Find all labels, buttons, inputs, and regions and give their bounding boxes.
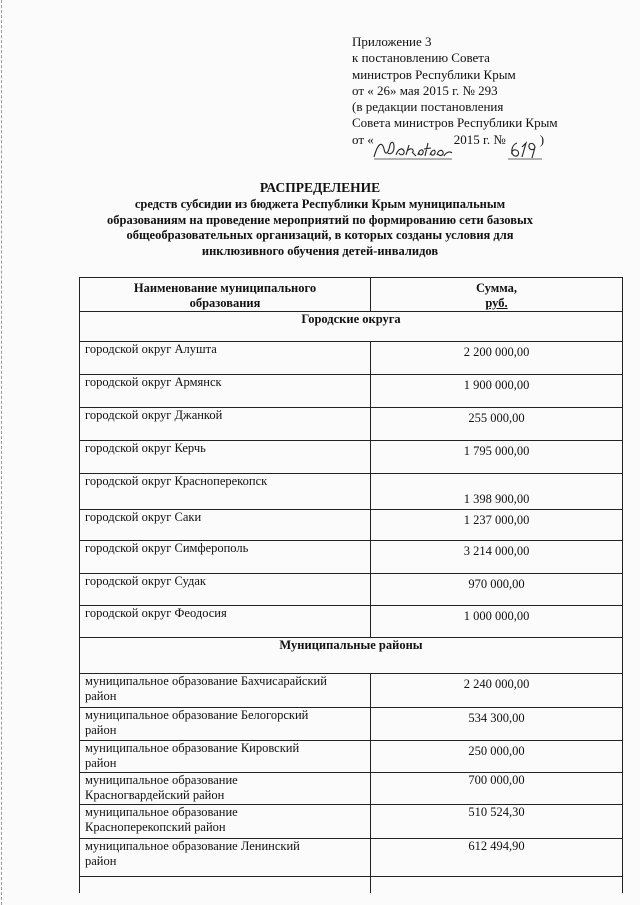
table-row (80, 839, 623, 877)
header-line-1: Приложение 3 (352, 34, 432, 49)
row-sum: 1 398 900,00 (371, 474, 623, 510)
row-name: городской округ Красноперекопск (80, 474, 371, 510)
row-name-line-1: муниципальное образование Бахчисарайский (85, 674, 327, 688)
row-name (80, 773, 371, 805)
row-name-line-1: муниципальное образование (85, 773, 238, 787)
row-name: городской округ Армянск (80, 375, 371, 408)
subtitle-line-4: инклюзивного обучения детей-инвалидов (201, 243, 439, 258)
row-name (80, 839, 371, 877)
column-header-name (80, 278, 371, 312)
row-name: городской округ Феодосия (80, 606, 371, 638)
header-line-7-mid: 2015 г. № (453, 131, 506, 147)
table-row (80, 805, 623, 839)
row-sum: 250 000,00 (371, 741, 623, 773)
row-sum: 970 000,00 (371, 574, 623, 606)
table-row-continued (80, 877, 623, 893)
row-sum: 534 300,00 (371, 708, 623, 741)
header-line-2: к постановлению Совета (352, 50, 490, 66)
row-sum: 510 524,30 (371, 805, 623, 839)
column-header-name-line-2: образования (189, 295, 261, 310)
header-line-7 (352, 132, 558, 148)
header-line-4: от « 26» мая 2015 г. № 293 (352, 82, 498, 98)
row-sum-continued (371, 877, 623, 893)
column-header-name-line-1: Наименование муниципального (133, 280, 317, 295)
row-name-line-2: район (85, 723, 117, 737)
row-name: городской округ Керчь (80, 441, 371, 474)
table-row (80, 606, 623, 638)
table-row (80, 441, 623, 474)
table-header-row (80, 278, 623, 312)
header-line-7-suffix: ) (539, 131, 545, 147)
row-sum: 255 000,00 (371, 408, 623, 441)
table-row (80, 510, 623, 541)
section-label-cities: Городские округа (80, 312, 623, 342)
document-subtitle (80, 197, 560, 259)
row-name-line-1: муниципальное образование Кировский (85, 741, 300, 755)
row-sum: 2 200 000,00 (371, 342, 623, 375)
row-name (80, 741, 371, 773)
row-name-line-2: Красногвардейский район (85, 788, 225, 802)
row-name (80, 708, 371, 741)
row-name: городской округ Алушта (80, 342, 371, 375)
row-name-line-2: район (85, 756, 117, 770)
handwritten-number-scribble (507, 139, 543, 161)
row-name-line-2: район (85, 854, 117, 868)
table-row (80, 474, 623, 510)
row-name-line-2: район (85, 689, 117, 703)
subtitle-line-1: средств субсидии из бюджета Республики Крым муниципальным (134, 197, 506, 211)
row-name-line-1: муниципальное образование Ленинский (85, 839, 300, 853)
section-row-districts (80, 638, 623, 674)
subtitle-line-2: образованиям на проведение мероприятий по формированию сети базовых (107, 212, 533, 227)
table-row (80, 674, 623, 708)
document-title: РАСПРЕДЕЛЕНИЕ (259, 180, 381, 195)
row-name: городской округ Саки (80, 510, 371, 541)
row-sum: 1 237 000,00 (371, 510, 623, 541)
subtitle-line-3: общеобразовательных организаций, в которых созданы условия для (126, 228, 514, 243)
header-line-6: Совета министров Республики Крым (352, 115, 558, 131)
row-sum: 1 900 000,00 (371, 375, 623, 408)
header-line-7-prefix: от « (352, 131, 374, 147)
approval-header (352, 34, 558, 148)
row-name-continued (80, 877, 371, 893)
table-row (80, 342, 623, 375)
section-row-cities (80, 312, 623, 342)
row-sum: 2 240 000,00 (371, 674, 623, 708)
row-sum: 1 000 000,00 (371, 606, 623, 638)
column-header-sum (371, 278, 623, 312)
row-sum: 612 494,90 (371, 839, 623, 877)
row-name: городской округ Судак (80, 574, 371, 606)
page-edge-dashes (1, 0, 2, 905)
distribution-table (79, 277, 623, 893)
header-line-5: (в редакции постановления (352, 99, 504, 115)
row-name-line-1: муниципальное образование Белогорский (85, 708, 309, 722)
handwritten-date-scribble (372, 139, 454, 161)
table-row (80, 574, 623, 606)
row-sum: 700 000,00 (371, 773, 623, 805)
table-row (80, 541, 623, 574)
column-header-sum-line-2: руб. (485, 295, 508, 310)
row-name (80, 805, 371, 839)
row-name: городской округ Джанкой (80, 408, 371, 441)
column-header-sum-line-1: Сумма, (475, 280, 518, 295)
table-row (80, 741, 623, 773)
table-row (80, 408, 623, 441)
row-name-line-1: муниципальное образование (85, 805, 238, 819)
row-sum: 1 795 000,00 (371, 441, 623, 474)
table-row (80, 708, 623, 741)
row-name-line-2: Красноперекопский район (85, 820, 226, 834)
row-name (80, 674, 371, 708)
table-row (80, 773, 623, 805)
header-line-3: министров Республики Крым (352, 66, 516, 82)
section-label-districts: Муниципальные районы (80, 638, 623, 674)
row-name: городской округ Симферополь (80, 541, 371, 574)
table-row (80, 375, 623, 408)
row-sum: 3 214 000,00 (371, 541, 623, 574)
